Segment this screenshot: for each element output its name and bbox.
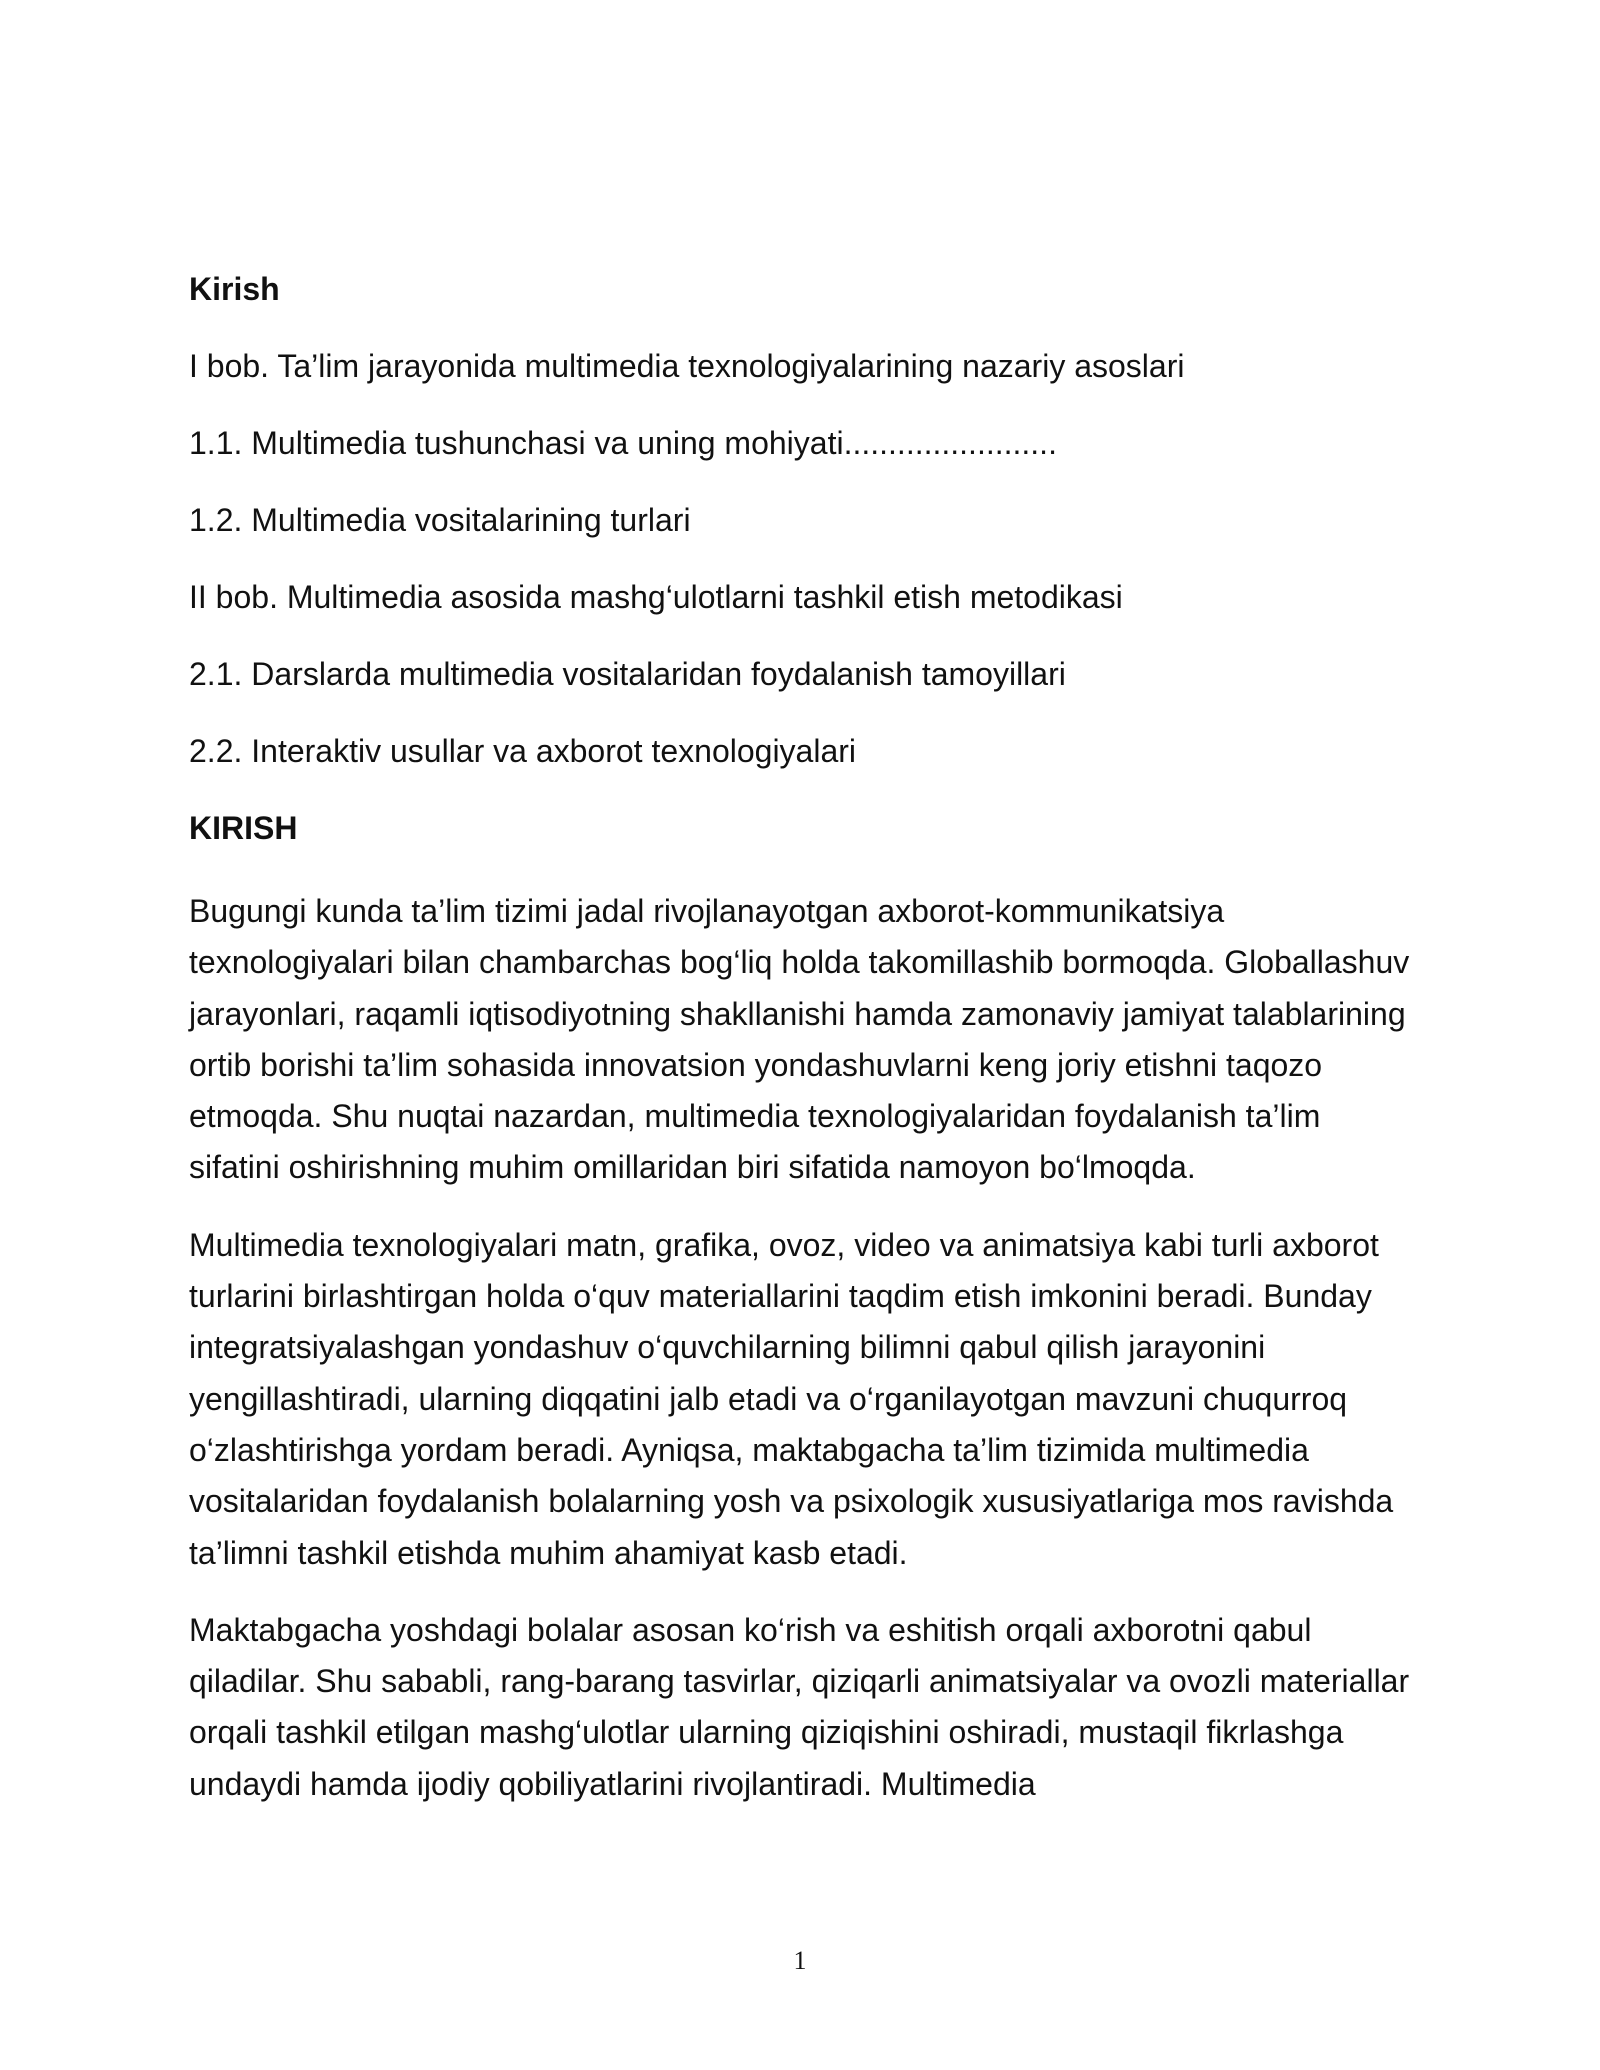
toc-line-section-1-2: 1.2. Multimedia vositalarining turlari — [189, 502, 691, 538]
toc-line-chapter-2: II bob. Multimedia asosida mashg‘ulotlarni tashkil etish metodikasi — [189, 579, 1123, 615]
toc-title: Kirish — [189, 271, 280, 307]
page-number: 1 — [793, 1946, 807, 1975]
page-content — [189, 270, 1419, 1836]
toc-line-chapter-1: I bob. Ta’lim jarayonida multimedia texnologiyalarining nazariy asoslari — [189, 348, 1185, 384]
body-paragraph: Bugungi kunda ta’lim tizimi jadal rivojlanayotgan axborot-kommunikatsiya texnologiyalari bilan chambarchas bog‘liq holda takomillashib bormoqda. Globallashuv jarayonlari, raqamli iqtisodiyotning shakllanishi hamda zamonaviy jamiyat talablarining ortib borishi ta’lim sohasida innovatsion yondashuvlarni keng joriy etishni taqozo etmoqda. Shu nuqtai nazardan, multimedia texnologiyalaridan foydalanish ta’lim sifatini oshirishning muhim omillaridan biri sifatida namoyon bo‘lmoqda. — [189, 893, 1410, 1186]
body-paragraph: Maktabgacha yoshdagi bolalar asosan ko‘rish va eshitish orqali axborotni qabul qiladilar. Shu sababli, rang-barang tasvirlar, qiziqarli animatsiyalar va ovozli materiallar orqali tashkil etilgan mashg‘ulotlar ularning qiziqishini oshiradi, mustaqil fikrlashga undaydi hamda ijodiy qobiliyatlarini rivojlantiradi. Multimedia — [189, 1611, 1410, 1802]
body-paragraph: Multimedia texnologiyalari matn, grafika, ovoz, video va animatsiya kabi turli axborot turlarini birlashtirgan holda o‘quv materiallarini taqdim etish imkonini beradi. Bunday integratsiyalashgan yondashuv o‘quvchilarning bilimni qabul qilish jarayonini yengillashtiradi, ularning diqqatini jalb etadi va o‘rganilayotgan mavzuni chuqurroq o‘zlashtirishga yordam beradi. Ayniqsa, maktabgacha ta’lim tizimida multimedia vositalaridan foydalanish bolalarning yosh va psixologik xususiyatlariga mos ravishda ta’limni tashkil etishda muhim ahamiyat kasb etadi. — [189, 1226, 1394, 1571]
section-heading: KIRISH — [189, 810, 298, 846]
toc-line-section-2-1: 2.1. Darslarda multimedia vositalaridan foydalanish tamoyillari — [189, 656, 1066, 692]
toc-line-section-2-2: 2.2. Interaktiv usullar va axborot texnologiyalari — [189, 733, 857, 769]
toc-line-section-1-1: 1.1. Multimedia tushunchasi va uning mohiyati........................ — [189, 425, 1057, 461]
